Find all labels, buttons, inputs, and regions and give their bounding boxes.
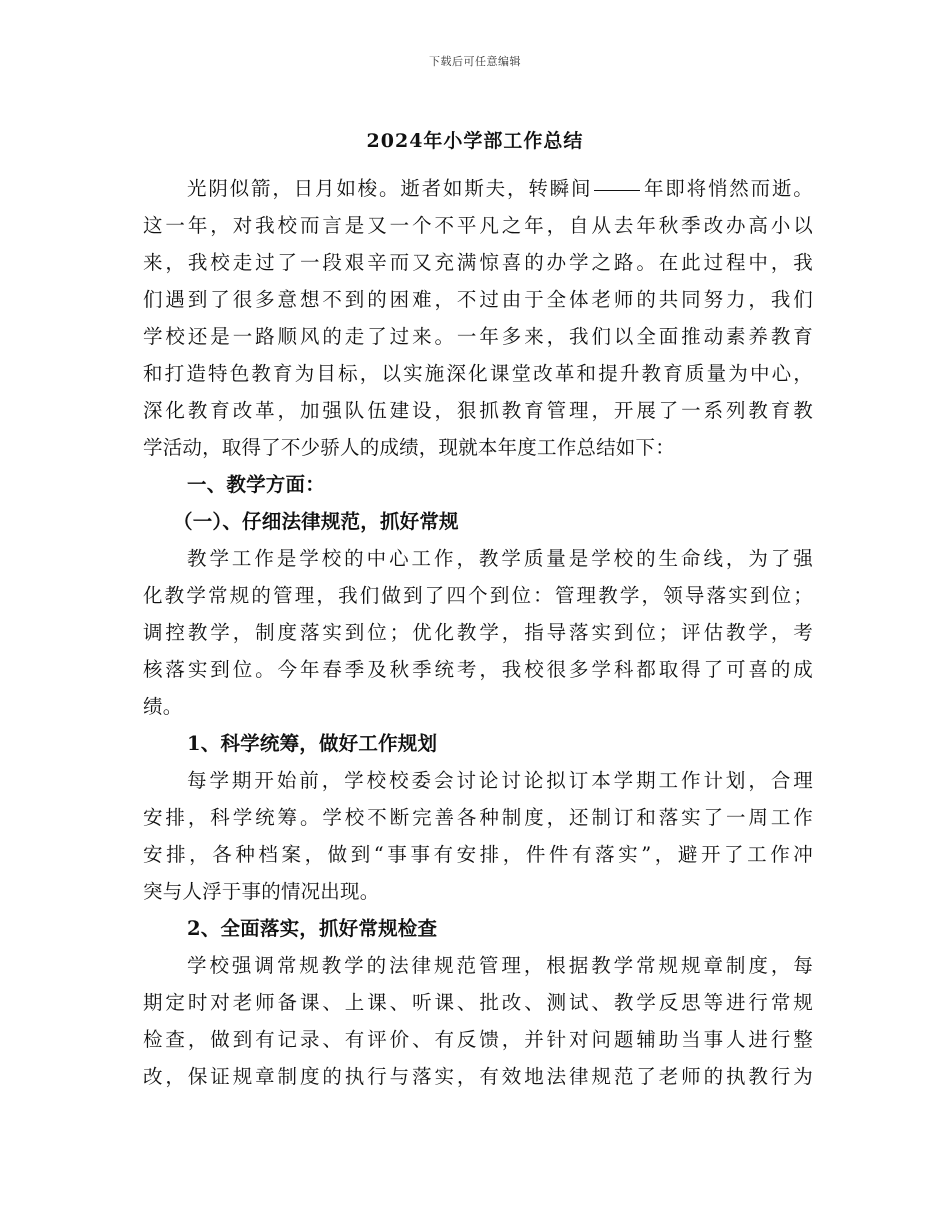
document-body (143, 170, 813, 1095)
paragraph-line: 安排，各种档案，做到“事事有安排，件件有落实”，避开了工作冲 (143, 843, 813, 866)
paragraph-line: 安排，科学统筹。学校不断完善各种制度，还制订和落实了一周工作 (143, 806, 813, 829)
paragraph-line: 突与人浮于事的情况出现。 (143, 880, 380, 903)
header-note: 下载后可任意编辑 (429, 55, 521, 68)
section-heading: 一、教学方面： (187, 473, 325, 496)
paragraph-line: 学活动，取得了不少骄人的成绩，现就本年度工作总结如下： (143, 436, 675, 459)
paragraph-line: 调控教学，制度落实到位；优化教学，指导落实到位；评估教学，考 (143, 621, 813, 644)
paragraph-line: 检查，做到有记录、有评价、有反馈，并针对问题辅助当事人进行整 (143, 1028, 813, 1051)
paragraph-line: 这一年，对我校而言是又一个不平凡之年，自从去年秋季改办高小以 (143, 214, 813, 237)
paragraph-line: 化教学常规的管理，我们做到了四个到位：管理教学，领导落实到位； (143, 584, 813, 607)
paragraph-line: 来，我校走过了一段艰辛而又充满惊喜的办学之路。在此过程中，我 (143, 251, 813, 274)
paragraph-line: 教学工作是学校的中心工作，教学质量是学校的生命线，为了强 (187, 547, 813, 570)
document-title: 2024年小学部工作总结 (366, 130, 584, 152)
item-heading: 1、科学统筹，做好工作规划 (187, 732, 438, 755)
paragraph-line: 期定时对老师备课、上课、听课、批改、测试、教学反思等进行常规 (143, 991, 813, 1014)
subsection-heading: （一）、仔细法律规范，抓好常规 (173, 510, 459, 533)
paragraph-line: 和打造特色教育为目标，以实施深化课堂改革和提升教育质量为中心， (143, 362, 813, 385)
paragraph-line: 深化教育改革，加强队伍建设，狠抓教育管理，开展了一系列教育教 (143, 399, 813, 422)
paragraph-line: 改，保证规章制度的执行与落实，有效地法律规范了老师的执教行为 (143, 1065, 813, 1088)
paragraph-line: 们遇到了很多意想不到的困难，不过由于全体老师的共同努力，我们 (143, 288, 813, 311)
intro-line-1b: 年即将悄然而逝。 (642, 177, 813, 200)
paragraph-line: 核落实到位。今年春季及秋季统考，我校很多学科都取得了可喜的成 (143, 658, 813, 681)
paragraph-line (143, 170, 813, 207)
paragraph-line: 绩。 (143, 695, 183, 718)
fill-blank (594, 189, 640, 191)
paragraph-line: 每学期开始前，学校校委会讨论讨论拟订本学期工作计划，合理 (187, 769, 813, 792)
paragraph-line: 学校强调常规教学的法律规范管理，根据教学常规规章制度，每 (187, 954, 813, 977)
intro-line-1a: 光阴似箭，日月如梭。逝者如斯夫，转瞬间 (187, 177, 593, 200)
paragraph-line: 学校还是一路顺风的走了过来。一年多来，我们以全面推动素养教育 (143, 325, 813, 348)
item-heading: 2、全面落实，抓好常规检查 (187, 917, 438, 940)
